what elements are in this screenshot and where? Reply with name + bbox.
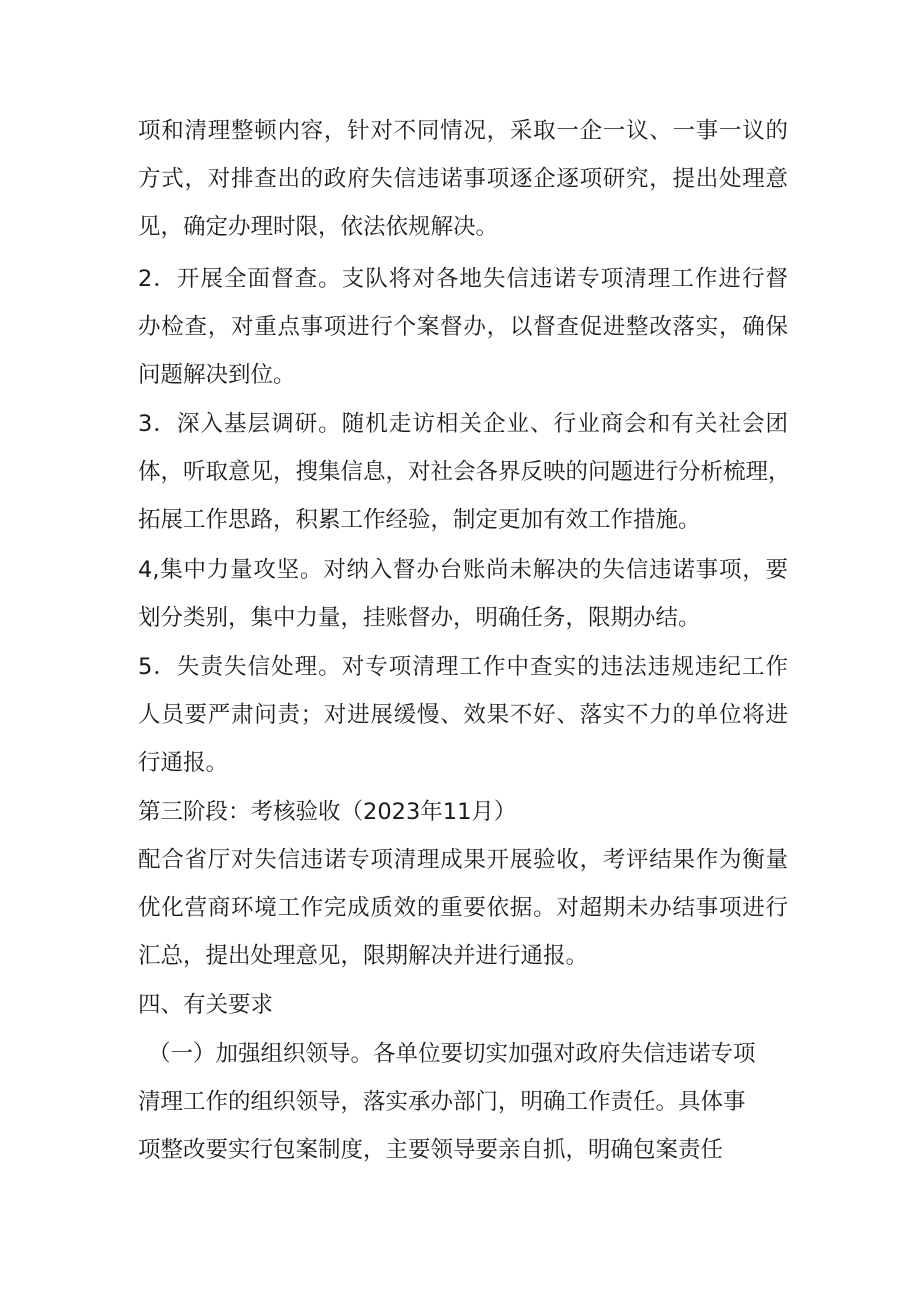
text-line-11: 划分类别，集中力量，挂账督办，明确任务，限期办结。: [138, 605, 701, 631]
text-line-6: 问题解决到位。: [138, 362, 296, 388]
text-line-20: （一）加强组织领导。各单位要切实加强对政府失信违诺专项: [148, 1041, 756, 1067]
text-line-9: 拓展工作思路，积累工作经验，制定更加有效工作措施。: [138, 507, 701, 533]
text-line-5: 办检查，对重点事项进行个案督办，以督查促进整改落实，确保: [138, 314, 788, 340]
text-line-18: 汇总，提出处理意见，限期解决并进行通报。: [138, 943, 589, 969]
text-line-2: 方式，对排查出的政府失信违诺事项逐企逐项研究，提出处理意: [138, 166, 788, 192]
text-line-3: 见，确定办理时限，依法依规解决。: [138, 214, 499, 240]
text-line-10: 4,集中力量攻坚。对纳入督办台账尚未解决的失信违诺事项，要: [138, 557, 788, 583]
text-line-7: 3．深入基层调研。随机走访相关企业、行业商会和有关社会团: [138, 411, 788, 437]
section-heading-stage-three: 第三阶段：考核验收（2023年11月）: [138, 799, 517, 825]
text-line-12: 5．失责失信处理。对专项清理工作中查实的违法违规违纪工作: [138, 654, 788, 680]
text-line-8: 体，听取意见，搜集信息，对社会各界反映的问题进行分析梳理，: [138, 459, 791, 485]
text-line-14: 行通报。: [138, 750, 229, 776]
text-line-22: 项整改要实行包案制度，主要领导要亲自抓，明确包案责任: [138, 1137, 724, 1163]
text-line-1: 项和清理整顿内容，针对不同情况，采取一企一议、一事一议的: [138, 118, 788, 144]
section-heading-requirements: 四、有关要求: [138, 992, 274, 1018]
text-line-16: 配合省厅对失信违诺专项清理成果开展验收，考评结果作为衡量: [138, 847, 788, 873]
text-line-13: 人员要严肃问责；对进展缓慢、效果不好、落实不力的单位将进: [138, 702, 788, 728]
text-line-21: 清理工作的组织领导，落实承办部门，明确工作责任。具体事: [138, 1089, 746, 1115]
text-line-17: 优化营商环境工作完成质效的重要依据。对超期未办结事项进行: [138, 895, 788, 921]
text-line-4: 2．开展全面督查。支队将对各地失信违诺专项清理工作进行督: [138, 266, 788, 292]
